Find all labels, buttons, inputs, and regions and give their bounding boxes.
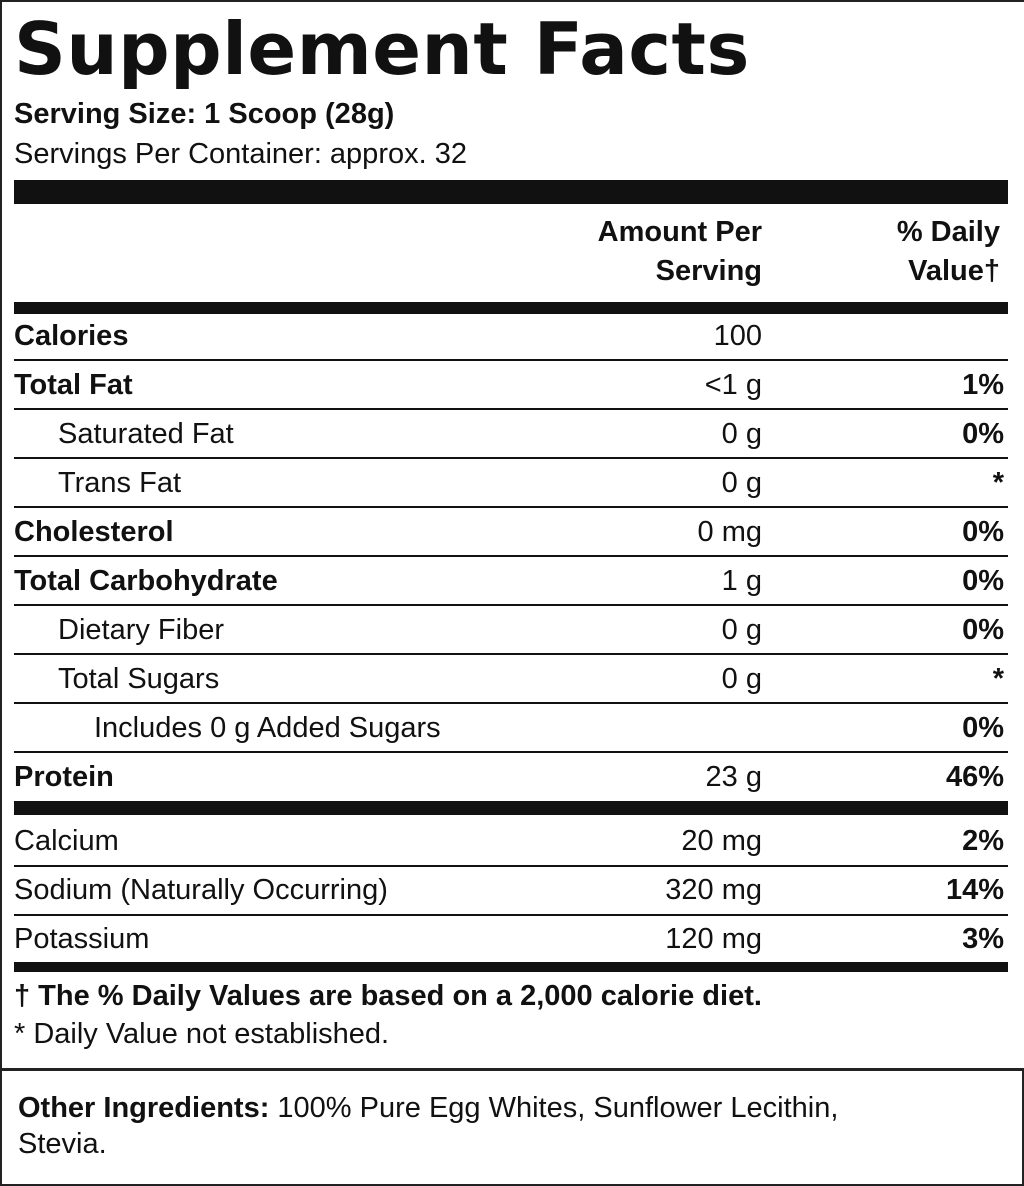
- nutrient-amount: 1 g: [721, 565, 762, 597]
- nutrient-amount: 23 g: [705, 761, 762, 793]
- row-divider: [14, 408, 1008, 410]
- nutrient-amount: 100: [713, 320, 762, 352]
- dv-header-line2: Value†: [908, 255, 1000, 287]
- nutrient-dv: 14%: [945, 874, 1004, 906]
- other-ingredients: [18, 1090, 878, 1162]
- nutrient-amount: 120 mg: [665, 923, 762, 955]
- amount-header-line1: Amount Per: [597, 216, 762, 248]
- nutrient-name: Saturated Fat: [58, 418, 234, 450]
- nutrient-name: Total Fat: [14, 369, 133, 401]
- mineral-row-calcium: [14, 818, 1008, 864]
- amount-per-serving-header: [520, 213, 762, 291]
- nutrient-name: Total Sugars: [58, 663, 220, 695]
- nutrient-row-trans-fat: [14, 460, 1008, 506]
- row-divider: [14, 702, 1008, 704]
- nutrient-row-cholesterol: [14, 509, 1008, 555]
- medium-divider: [14, 801, 1008, 815]
- nutrient-row-added-sugars: [14, 705, 1008, 751]
- daily-value-header: [820, 213, 1000, 291]
- nutrient-name: Includes 0 g Added Sugars: [94, 712, 441, 744]
- nutrient-name: Potassium: [14, 923, 150, 955]
- nutrient-dv: *: [992, 467, 1004, 499]
- nutrient-name: Total Carbohydrate: [14, 565, 278, 597]
- not-established-footnote: * Daily Value not established.: [14, 1018, 390, 1050]
- nutrient-dv: 3%: [962, 923, 1004, 955]
- nutrient-name: Cholesterol: [14, 516, 174, 548]
- nutrient-amount: 0 g: [721, 467, 762, 499]
- nutrient-dv: 0%: [962, 565, 1004, 597]
- serving-size: Serving Size: 1 Scoop (28g): [14, 98, 395, 130]
- dv-header-line1: % Daily: [896, 216, 1000, 248]
- nutrient-dv: 1%: [962, 369, 1004, 401]
- row-divider: [14, 604, 1008, 606]
- thick-divider: [14, 180, 1008, 204]
- nutrient-name: Calories: [14, 320, 129, 352]
- nutrient-dv: 2%: [962, 825, 1004, 857]
- nutrient-amount: 20 mg: [681, 825, 762, 857]
- nutrient-amount: 0 g: [721, 418, 762, 450]
- nutrient-row-total-carbohydrate: [14, 558, 1008, 604]
- row-divider: [14, 653, 1008, 655]
- nutrient-dv: 0%: [962, 712, 1004, 744]
- nutrient-dv: 46%: [945, 761, 1004, 793]
- nutrient-row-total-sugars: [14, 656, 1008, 702]
- medium-divider: [14, 962, 1008, 972]
- nutrient-amount: 0 mg: [697, 516, 762, 548]
- nutrient-dv: 0%: [962, 418, 1004, 450]
- nutrient-row-dietary-fiber: [14, 607, 1008, 653]
- nutrient-dv: *: [992, 663, 1004, 695]
- ingredients-list: 100% Pure Egg Whites, Sunflower Lecithin, Stevia.: [18, 1092, 839, 1160]
- row-divider: [14, 555, 1008, 557]
- servings-per-container: Servings Per Container: approx. 32: [14, 138, 467, 170]
- nutrient-amount: 320 mg: [665, 874, 762, 906]
- label-title: Supplement Facts: [14, 7, 750, 91]
- daily-value-footnote: † The % Daily Values are based on a 2,000 calorie diet.: [14, 980, 762, 1012]
- nutrient-row-total-fat: [14, 362, 1008, 408]
- nutrient-name: Calcium: [14, 825, 119, 857]
- nutrient-amount: 0 g: [721, 614, 762, 646]
- row-divider: [14, 751, 1008, 753]
- nutrient-amount: <1 g: [704, 369, 762, 401]
- nutrient-name: Dietary Fiber: [58, 614, 224, 646]
- mineral-row-sodium: [14, 867, 1008, 913]
- amount-header-line2: Serving: [655, 255, 762, 287]
- nutrient-dv: 0%: [962, 614, 1004, 646]
- nutrient-name: Protein: [14, 761, 114, 793]
- row-divider: [14, 506, 1008, 508]
- mineral-row-potassium: [14, 916, 1008, 962]
- nutrient-row-saturated-fat: [14, 411, 1008, 457]
- ingredients-label: Other Ingredients:: [18, 1092, 270, 1124]
- nutrient-amount: 0 g: [721, 663, 762, 695]
- nutrient-row-protein: [14, 754, 1008, 800]
- nutrient-dv: 0%: [962, 516, 1004, 548]
- nutrient-name: Trans Fat: [58, 467, 182, 499]
- row-divider: [14, 457, 1008, 459]
- nutrient-row-calories: [14, 313, 1008, 359]
- nutrient-name: Sodium (Naturally Occurring): [14, 874, 388, 906]
- row-divider: [14, 359, 1008, 361]
